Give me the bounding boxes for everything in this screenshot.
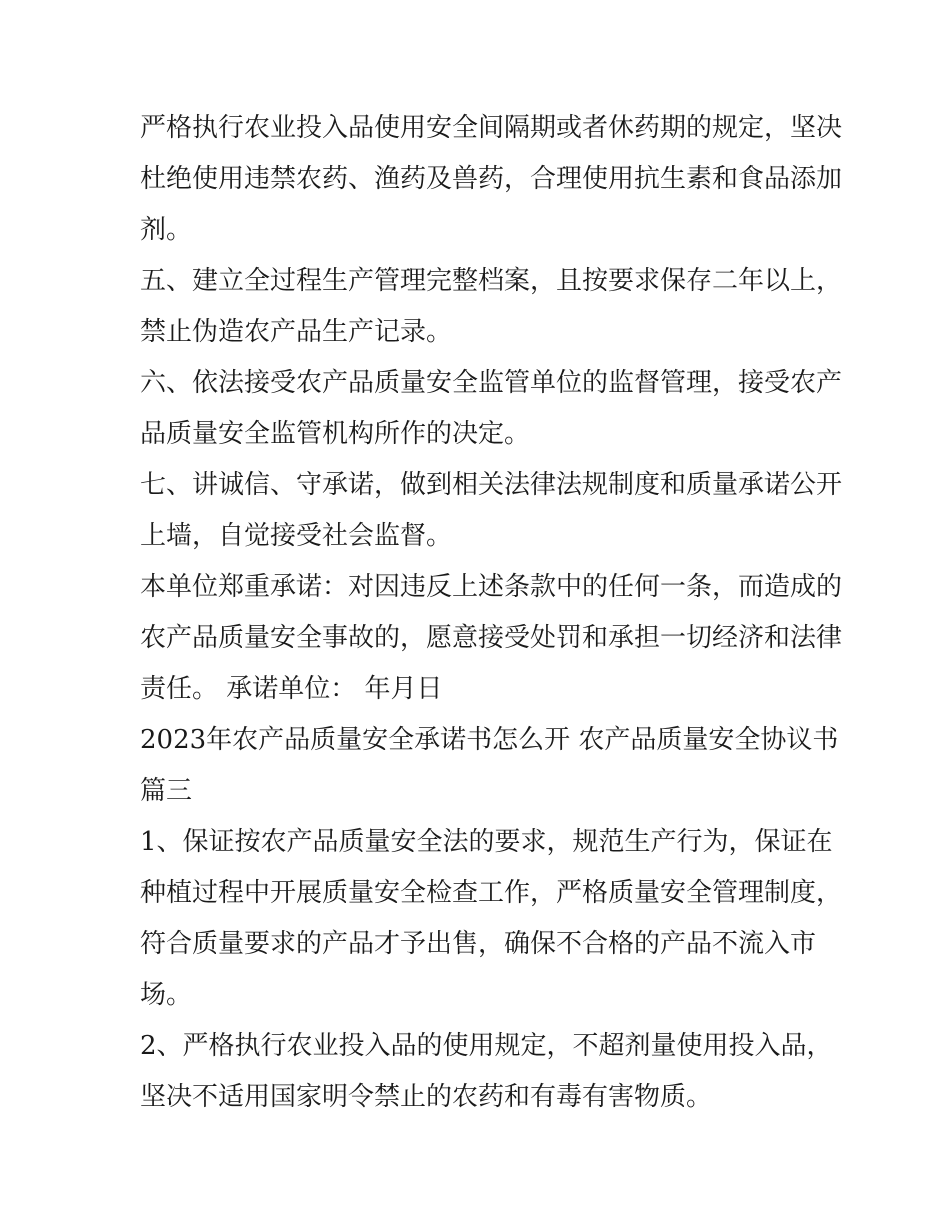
text-line: 场。	[140, 980, 193, 1010]
text-line: 品质量安全监管机构所作的决定。	[140, 419, 531, 449]
text-line: 种植过程中开展质量安全检查工作，严格质量安全管理制度，	[140, 878, 843, 908]
item-two: 2、严格执行农业投入品的使用规定，不超剂量使用投入品，	[140, 1031, 833, 1061]
text-line: 剂。	[140, 215, 193, 245]
text-line: 严格执行农业投入品使用安全间隔期或者休药期的规定，坚决	[140, 113, 843, 143]
clause-five: 五、建立全过程生产管理完整档案，且按要求保存二年以上，	[140, 266, 843, 296]
text-line: 符合质量要求的产品才予出售，确保不合格的产品不流入市	[140, 929, 817, 959]
clause-seven: 七、讲诚信、守承诺，做到相关法律法规制度和质量承诺公开	[140, 470, 843, 500]
signature-line: 责任。 承诺单位： 年月日	[140, 674, 443, 704]
text-line: 杜绝使用违禁农药、渔药及兽药，合理使用抗生素和食品添加	[140, 164, 843, 194]
text-line: 禁止伪造农产品生产记录。	[140, 317, 453, 347]
text-line: 坚决不适用国家明令禁止的农药和有毒有害物质。	[140, 1082, 713, 1112]
section-subtitle: 篇三	[140, 776, 193, 806]
pledge-statement: 本单位郑重承诺：对因违反上述条款中的任何一条，而造成的	[140, 572, 843, 602]
clause-six: 六、依法接受农产品质量安全监管单位的监督管理，接受农产	[140, 368, 843, 398]
section-title: 2023年农产品质量安全承诺书怎么开 农产品质量安全协议书	[140, 725, 839, 755]
document-body	[140, 103, 843, 1123]
item-one: 1、保证按农产品质量安全法的要求，规范生产行为，保证在	[140, 827, 833, 857]
text-line: 上墙，自觉接受社会监督。	[140, 521, 453, 551]
text-line: 农产品质量安全事故的，愿意接受处罚和承担一切经济和法律	[140, 623, 843, 653]
